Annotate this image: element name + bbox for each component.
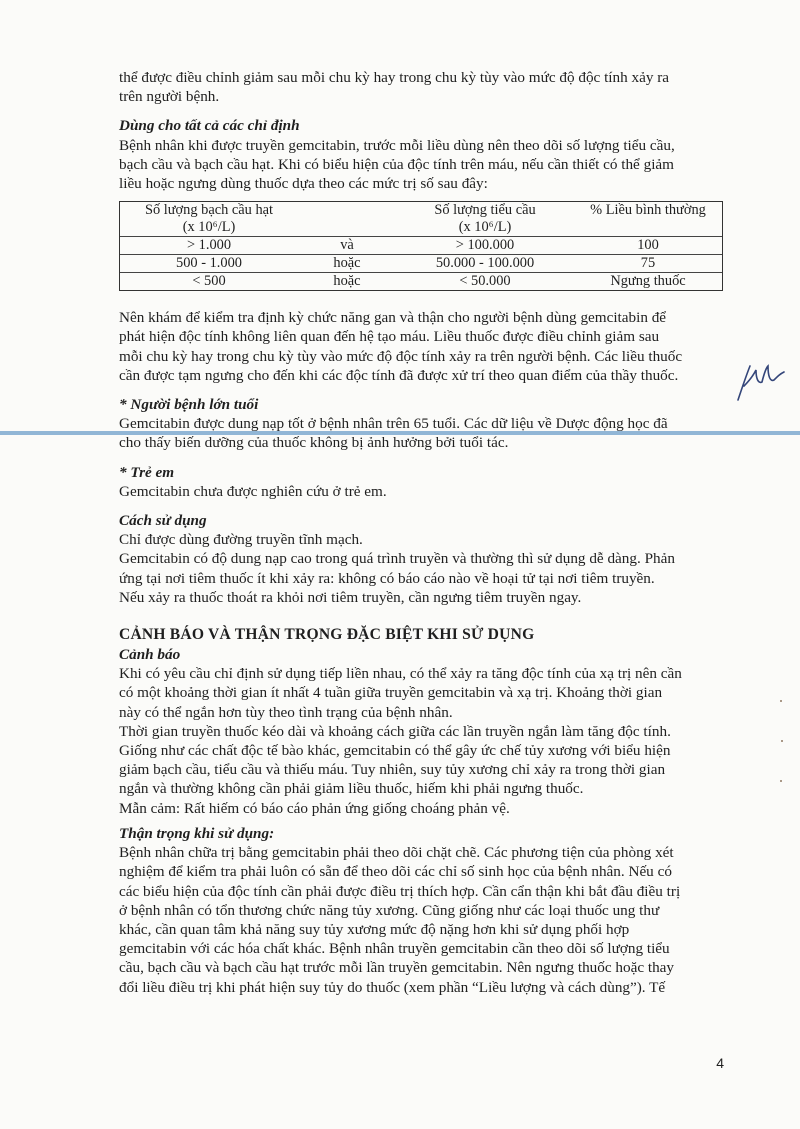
body-line: nghiệm để kiểm tra phải luôn có sẵn để theo dõi các chỉ số sinh học của bệnh nhân. Nếu có (119, 863, 672, 881)
heading-warning: Cảnh báo (119, 646, 181, 664)
body-line: Gemcitabin được dung nạp tốt ở bệnh nhân trên 65 tuổi. Các dữ liệu về Dược động học đã (119, 415, 668, 433)
body-line: Bệnh nhân khi được truyền gemcitabin, trước mỗi liều dùng nên theo dõi số lượng tiểu cầu, (119, 136, 675, 154)
heading-all-indications: Dùng cho tất cả các chỉ định (119, 117, 300, 135)
header-wbc: Số lượng bạch cầu hạt (x 10⁶/L) (120, 202, 299, 237)
body-line: đổi liều điều trị khi phát hiện suy tủy do thuốc (xem phần “Liều lượng và cách dùng”). Tế (119, 978, 666, 996)
cell-platelets: > 100.000 (396, 237, 574, 255)
body-line: cần được tạm ngưng cho đến khi các độc tính đã được xử trí theo quan điểm của thầy thuốc. (119, 366, 679, 384)
cell-dose: 100 (574, 237, 723, 255)
cell-dose: 75 (574, 255, 723, 273)
body-line: phát hiện độc tính không liên quan đến hệ tạo máu. Liều thuốc được điều chỉnh giảm sau (119, 328, 660, 346)
cell-wbc: 500 - 1.000 (120, 255, 299, 273)
body-line: Mẫn cảm: Rất hiếm có báo cáo phản ứng giống choáng phản vệ. (119, 799, 510, 817)
scan-speck (780, 780, 782, 782)
header-conj (298, 202, 396, 237)
body-line: Thời gian truyền thuốc kéo dài và khoảng cách giữa các lần truyền ngắn làm tăng độc tính. (119, 722, 671, 740)
cell-conj: và (298, 237, 396, 255)
cell-dose: Ngưng thuốc (574, 273, 723, 291)
heading-children: * Trẻ em (119, 463, 175, 481)
header-dose: % Liều bình thường (574, 202, 723, 237)
body-line: này có thể ngắn hơn tùy theo tình trạng của bệnh nhân. (119, 703, 453, 721)
body-line: Giống như các chất độc tế bào khác, gemcitabin có thể gây ức chế tủy xương với biểu hiện (119, 742, 671, 760)
table-row (120, 255, 723, 273)
body-line: Nếu xảy ra thuốc thoát ra khỏi nơi tiêm truyền, cần ngưng tiêm truyền ngay. (119, 588, 582, 606)
body-line: giảm bạch cầu, tiểu cầu và thiếu máu. Tuy nhiên, suy tủy xương chỉ xảy ra trong thời gian (119, 761, 666, 779)
handwritten-signature (734, 360, 786, 404)
heading-caution: Thận trọng khi sử dụng: (119, 824, 275, 842)
body-line: ngắn và thường không cần phải giảm liều thuốc, hiếm khi phải ngưng thuốc. (119, 780, 584, 798)
body-line: gemcitabin với các hóa chất khác. Bệnh nhân truyền gemcitabin cần theo dõi số lượng tiểu (119, 940, 670, 958)
body-line: Khi có yêu cầu chỉ định sử dụng tiếp liền nhau, có thể xảy ra tăng độc tính của xạ trị nên cần (119, 665, 682, 683)
heading-usage: Cách sử dụng (119, 512, 207, 530)
table-row (120, 237, 723, 255)
section-title-warnings: CẢNH BÁO VÀ THẬN TRỌNG ĐẶC BIỆT KHI SỬ DỤNG (119, 626, 535, 644)
dose-adjustment-table (119, 201, 723, 291)
cell-platelets: 50.000 - 100.000 (396, 255, 574, 273)
document-body (119, 68, 733, 997)
page-number: 4 (716, 1055, 724, 1071)
table-header-row (120, 202, 723, 237)
body-line: Chỉ được dùng đường truyền tĩnh mạch. (119, 531, 363, 549)
body-line: các biểu hiện của độc tính cần phải được điều trị thích hợp. Cần cẩn thận khi bắt đầu điều trị (119, 882, 681, 900)
table-row (120, 273, 723, 291)
body-line: Bệnh nhân chữa trị bằng gemcitabin phải theo dõi chặt chẽ. Các phương tiện của phòng xét (119, 844, 674, 862)
scan-speck (781, 740, 783, 742)
body-line: mỗi chu kỳ hay trong chu kỳ tùy vào mức độ độc tính xảy ra trên người bệnh. Các liều thuốc (119, 347, 683, 365)
scan-speck (780, 700, 782, 702)
cell-wbc: < 500 (120, 273, 299, 291)
cell-conj: hoặc (298, 255, 396, 273)
body-line: cho thấy biến dưỡng của thuốc không bị ảnh hưởng bởi tuổi tác. (119, 434, 509, 452)
body-line: ở bệnh nhân có tổn thương chức năng tủy xương. Cũng giống như các loại thuốc ung thư (119, 901, 660, 919)
body-line: bạch cầu và bạch cầu hạt. Khi có biểu hiện của độc tính trên máu, nếu cần thiết có thể giảm (119, 155, 674, 173)
cell-platelets: < 50.000 (396, 273, 574, 291)
body-line: Nên khám để kiểm tra định kỳ chức năng gan và thận cho người bệnh dùng gemcitabin để (119, 309, 667, 327)
body-line: Gemcitabin chưa được nghiên cứu ở trẻ em. (119, 482, 387, 500)
body-line: ứng tại nơi tiêm thuốc ít khi xảy ra: không có báo cáo nào về hoại tử tại nơi tiêm truyền. (119, 569, 655, 587)
body-line: cầu, bạch cầu và bạch cầu hạt trước mỗi lần truyền gemcitabin. Nên ngưng thuốc hoặc thay (119, 959, 675, 977)
cell-conj: hoặc (298, 273, 396, 291)
body-line: liều hoặc ngưng dùng thuốc dựa theo các mức trị số sau đây: (119, 175, 488, 193)
body-line: khác, cần quan tâm khả năng suy tủy xương mức độ nặng hơn khi sử dụng phối hợp (119, 920, 630, 938)
body-line: Gemcitabin có độ dung nạp cao trong quá trình truyền và thường thì sử dụng dễ dàng. Phản (119, 550, 675, 568)
header-platelets: Số lượng tiểu cầu (x 10⁶/L) (396, 202, 574, 237)
body-line: có một khoảng thời gian ít nhất 4 tuần giữa truyền gemcitabin và xạ trị. Khoảng thời gian (119, 684, 663, 702)
intro-line: trên người bệnh. (119, 88, 220, 106)
heading-elderly: * Người bệnh lớn tuổi (119, 396, 259, 414)
cell-wbc: > 1.000 (120, 237, 299, 255)
intro-line: thể được điều chỉnh giảm sau mỗi chu kỳ hay trong chu kỳ tùy vào mức độ độc tính xảy ra (119, 69, 670, 86)
